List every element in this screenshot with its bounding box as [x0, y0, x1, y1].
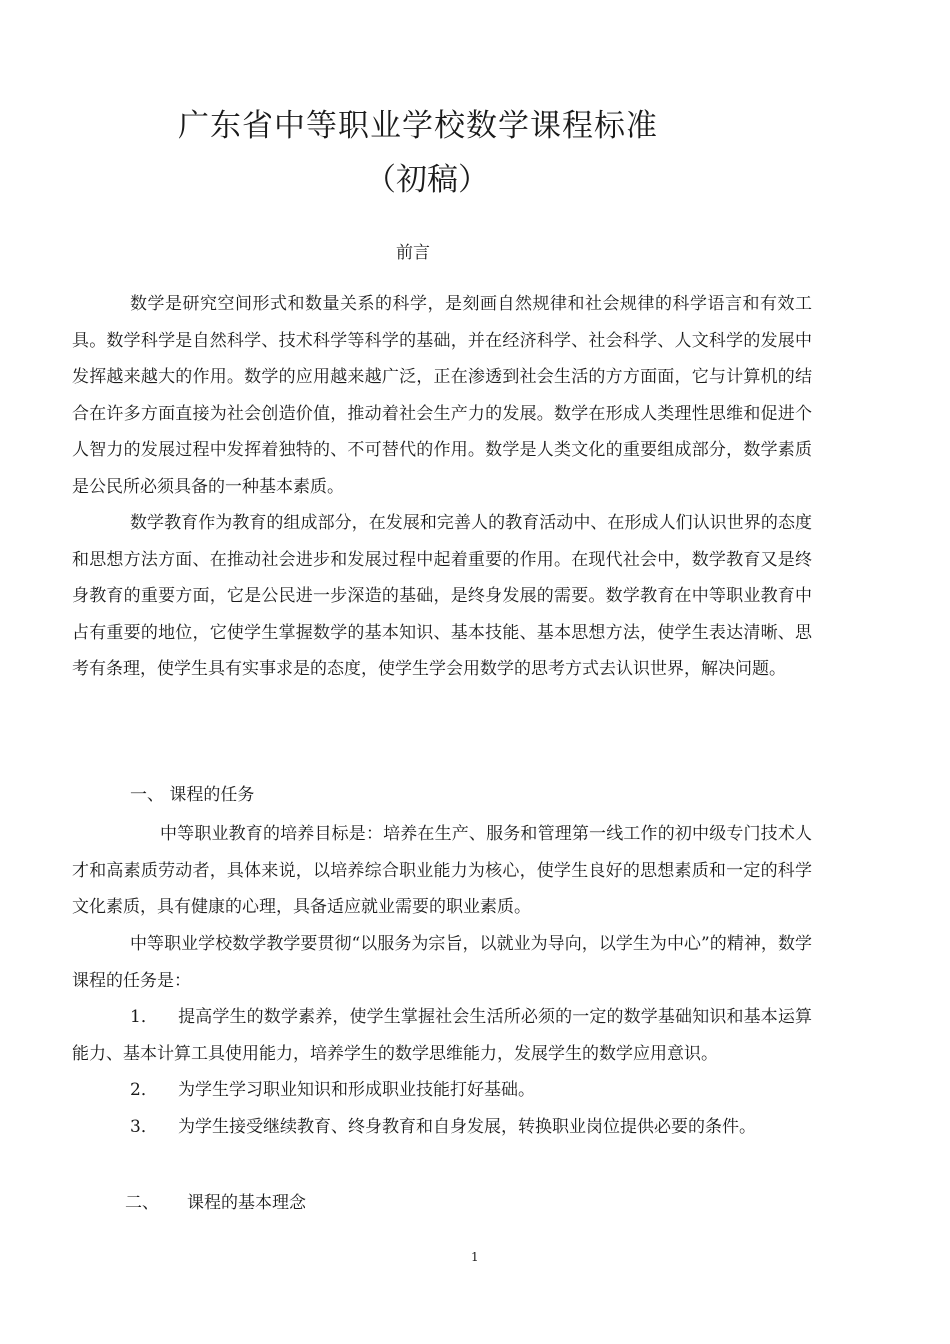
preface-heading: 前言: [396, 243, 430, 263]
list-item: [72, 1109, 812, 1146]
section-number: 二、: [125, 1193, 159, 1213]
list-item-text: 为学生接受继续教育、终身教育和自身发展，转换职业岗位提供必要的条件。: [178, 1116, 756, 1137]
document-title: 广东省中等职业学校数学课程标准: [178, 108, 658, 144]
list-item-number: 3．: [130, 1116, 158, 1137]
preface-paragraph-2-block: [72, 505, 812, 688]
list-item-text: 为学生学习职业知识和形成职业技能打好基础。: [178, 1080, 535, 1101]
section-paragraph: 中等职业学校数学教学要贯彻“以服务为宗旨，以就业为导向，以学生为中心”的精神，数学课程的任务是：: [72, 934, 812, 991]
preface-paragraph: 数学是研究空间形式和数量关系的科学，是刻画自然规律和社会规律的科学语言和有效工具。数学科学是自然科学、技术科学等科学的基础，并在经济科学、社会科学、人文科学的发展中发挥越来越大的作用。数学的应用越来越广泛，正在渗透到社会生活的方方面面，它与计算机的结合在许多方面直接为社会创造价值，推动着社会生产力的发展。数学在形成人类理性思维和促进个人智力的发展过程中发挥着独特的、不可替代的作用。数学是人类文化的重要组成部分，数学素质是公民所必须具备的一种基本素质。: [72, 294, 812, 497]
preface-paragraph-1-block: [72, 286, 812, 506]
section-paragraph: 中等职业教育的培养目标是：培养在生产、服务和管理第一线工作的初中级专门技术人才和高素质劳动者，具体来说，以培养综合职业能力为核心，使学生良好的思想素质和一定的科学文化素质，具有健康的心理，具备适应就业需要的职业素质。: [72, 824, 812, 918]
document-subtitle: （初稿）: [365, 162, 489, 198]
section1-content-block: [72, 926, 812, 1146]
section-heading-1: [130, 780, 254, 805]
section-title: 课程的任务: [169, 785, 255, 805]
list-item-text: 提高学生的数学素养，使学生掌握社会生活所必须的一定的数学基础知识和基本运算能力、基本计算工具使用能力，培养学生的数学思维能力，发展学生的数学应用意识。: [72, 1007, 812, 1064]
preface-paragraph: 数学教育作为教育的组成部分，在发展和完善人的教育活动中、在形成人们认识世界的态度和思想方法方面、在推动社会进步和发展过程中起着重要的作用。在现代社会中，数学教育又是终身教育的重要方面，它是公民进一步深造的基础，是终身发展的需要。数学教育在中等职业教育中占有重要的地位，它使学生掌握数学的基本知识、基本技能、基本思想方法，使学生表达清晰、思考有条理，使学生具有实事求是的态度，使学生学会用数学的思考方式去认识世界，解决问题。: [72, 513, 812, 680]
list-item: [72, 999, 812, 1072]
section1-paragraph-1-block: [72, 816, 812, 926]
page-number: 1: [471, 1250, 479, 1264]
list-item-number: 2．: [130, 1080, 158, 1101]
list-item-number: 1．: [130, 1007, 158, 1028]
section-heading-2: [125, 1188, 306, 1213]
section-title: 课程的基本理念: [187, 1193, 306, 1213]
list-item: [72, 1072, 812, 1109]
section-number: 一、: [130, 785, 164, 805]
